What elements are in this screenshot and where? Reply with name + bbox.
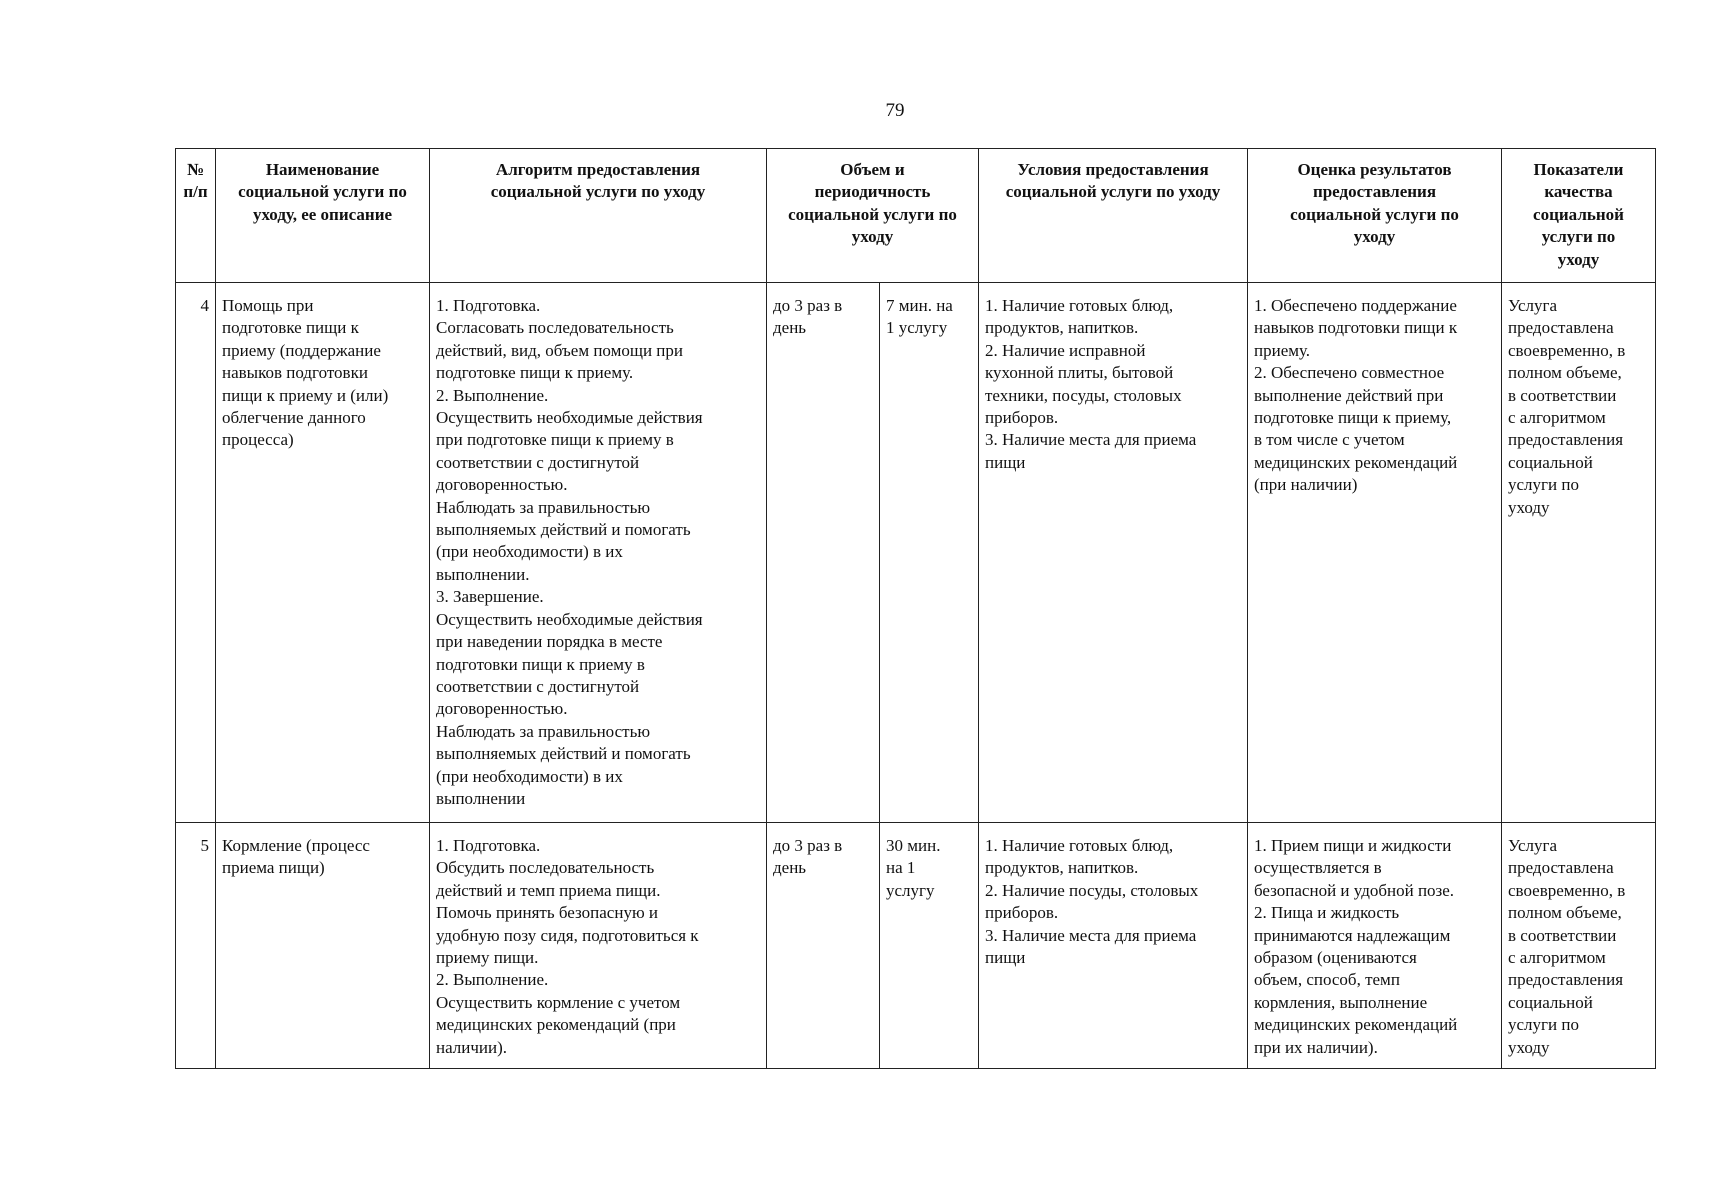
text-line: Наименование bbox=[265, 160, 380, 179]
algorithm-cell bbox=[430, 283, 767, 823]
text-line: (при наличии) bbox=[1254, 475, 1358, 495]
text-line: Осуществить необходимые действия bbox=[436, 408, 703, 428]
text-line: с алгоритмом bbox=[1508, 408, 1606, 428]
text-line: техники, посуды, столовых bbox=[985, 385, 1182, 405]
duration-cell bbox=[880, 283, 979, 823]
text-line: уходу bbox=[1508, 1037, 1550, 1057]
text-line: предоставления bbox=[1508, 430, 1624, 450]
text-line: своевременно, в bbox=[1508, 340, 1626, 360]
text-line: услугу bbox=[886, 880, 935, 900]
text-line: Осуществить кормление с учетом bbox=[436, 992, 681, 1012]
text-line: выполняемых действий и помогать bbox=[436, 520, 691, 540]
page-number: 79 bbox=[885, 100, 905, 121]
text-line: Объем и bbox=[840, 160, 905, 179]
text-line: 2. Выполнение. bbox=[436, 385, 549, 405]
text-line: безопасной и удобной позе. bbox=[1254, 880, 1455, 900]
text-line: облегчение данного bbox=[222, 408, 366, 428]
text-line: предоставления bbox=[1508, 970, 1624, 990]
text-line: при их наличии). bbox=[1254, 1037, 1378, 1057]
table-header-row bbox=[176, 149, 1656, 283]
text-line: (при необходимости) в их bbox=[436, 542, 623, 562]
text-line: 1. Наличие готовых блюд, bbox=[985, 296, 1174, 315]
service-name-cell bbox=[216, 283, 430, 823]
text-line: Алгоритм предоставления bbox=[495, 160, 701, 179]
text-line: Обсудить последовательность bbox=[436, 858, 655, 878]
text-line: социальной bbox=[1508, 452, 1593, 472]
text-line: день bbox=[773, 858, 807, 878]
text-line: 2. Обеспечено совместное bbox=[1254, 363, 1445, 383]
text-line: объем, способ, темп bbox=[1254, 970, 1400, 990]
text-line: до 3 раз в bbox=[773, 836, 843, 855]
text-line: услуги по bbox=[1508, 475, 1579, 495]
text-line: 1. Подготовка. bbox=[436, 836, 541, 855]
text-line: 2. Наличие исправной bbox=[985, 340, 1146, 360]
text-line: предоставлена bbox=[1508, 858, 1614, 878]
text-line: приему пищи. bbox=[436, 948, 539, 968]
row-number: 5 bbox=[176, 823, 216, 1069]
quality-cell bbox=[1502, 283, 1656, 823]
header-conditions bbox=[979, 149, 1248, 283]
text-line: выполняемых действий и помогать bbox=[436, 744, 691, 764]
text-line: 1 услугу bbox=[886, 318, 948, 338]
header-algorithm bbox=[430, 149, 767, 283]
text-line: приему. bbox=[1254, 340, 1311, 360]
text-line: удобную позу сидя, подготовиться к bbox=[436, 925, 699, 945]
frequency-cell bbox=[767, 823, 880, 1069]
text-line: № bbox=[186, 160, 205, 179]
text-line: действий, вид, объем помощи при bbox=[436, 340, 683, 360]
header-volume bbox=[767, 149, 979, 283]
text-line: навыков подготовки пищи к bbox=[1254, 318, 1458, 338]
text-line: договоренностью. bbox=[436, 475, 568, 495]
text-line: 3. Завершение. bbox=[436, 587, 544, 607]
text-line: Согласовать последовательность bbox=[436, 318, 674, 338]
text-line: пищи bbox=[985, 452, 1026, 472]
text-line: при наведении порядка в месте bbox=[436, 632, 663, 652]
text-line: подготовки пищи к приему в bbox=[436, 654, 645, 674]
text-line: образом (оцениваются bbox=[1254, 948, 1417, 968]
text-line: качества bbox=[1544, 182, 1613, 202]
text-line: 2. Выполнение. bbox=[436, 970, 549, 990]
duration-cell bbox=[880, 823, 979, 1069]
text-line: Наблюдать за правильностью bbox=[436, 721, 651, 741]
header-evaluation bbox=[1248, 149, 1502, 283]
table-row bbox=[176, 283, 1656, 823]
text-line: социальной услуги по уходу bbox=[490, 182, 706, 202]
text-line: выполнении bbox=[436, 788, 526, 808]
text-line: договоренностью. bbox=[436, 699, 568, 719]
text-line: соответствии с достигнутой bbox=[436, 676, 640, 696]
conditions-cell bbox=[979, 823, 1248, 1069]
text-line: социальной услуги по bbox=[788, 204, 957, 224]
text-line: при подготовке пищи к приему в bbox=[436, 430, 674, 450]
text-line: в соответствии bbox=[1508, 385, 1617, 405]
text-line: Услуга bbox=[1508, 836, 1558, 855]
text-line: 7 мин. на bbox=[886, 296, 953, 315]
text-line: социальной bbox=[1533, 204, 1624, 224]
text-line: уходу bbox=[1557, 249, 1600, 269]
text-line: соответствии с достигнутой bbox=[436, 452, 640, 472]
text-line: предоставлена bbox=[1508, 318, 1614, 338]
text-line: Помощь при bbox=[222, 296, 314, 315]
text-line: 2. Наличие посуды, столовых bbox=[985, 880, 1199, 900]
algorithm-cell bbox=[430, 823, 767, 1069]
text-line: социальной услуги по уходу bbox=[1005, 182, 1221, 202]
text-line: пищи bbox=[985, 948, 1026, 968]
text-line: услуги по bbox=[1508, 1015, 1579, 1035]
text-line: кормления, выполнение bbox=[1254, 992, 1428, 1012]
text-line: 3. Наличие места для приема bbox=[985, 925, 1197, 945]
text-line: полном объеме, bbox=[1508, 363, 1622, 383]
text-line: уходу bbox=[851, 227, 894, 247]
text-line: 30 мин. bbox=[886, 836, 941, 855]
text-line: кухонной плиты, бытовой bbox=[985, 363, 1174, 383]
text-line: услуги по bbox=[1541, 227, 1616, 247]
text-line: действий и темп приема пищи. bbox=[436, 880, 661, 900]
table-row bbox=[176, 823, 1656, 1069]
text-line: социальной услуги по bbox=[238, 182, 407, 202]
header-name bbox=[216, 149, 430, 283]
header-num bbox=[176, 149, 216, 283]
text-line: навыков подготовки bbox=[222, 363, 368, 383]
text-line: на 1 bbox=[886, 858, 916, 878]
text-line: 3. Наличие места для приема bbox=[985, 430, 1197, 450]
row-number: 4 bbox=[176, 283, 216, 823]
text-line: подготовке пищи к приему. bbox=[436, 363, 634, 383]
frequency-cell bbox=[767, 283, 880, 823]
text-line: периодичность bbox=[814, 182, 931, 202]
evaluation-cell bbox=[1248, 823, 1502, 1069]
text-line: уходу bbox=[1508, 497, 1550, 517]
evaluation-cell bbox=[1248, 283, 1502, 823]
text-line: принимаются надлежащим bbox=[1254, 925, 1451, 945]
text-line: Условия предоставления bbox=[1017, 160, 1209, 179]
text-line: Показатели bbox=[1533, 160, 1624, 179]
text-line: Услуга bbox=[1508, 296, 1558, 315]
text-line: предоставления bbox=[1312, 182, 1437, 202]
text-line: до 3 раз в bbox=[773, 296, 843, 315]
text-line: Кормление (процесс bbox=[222, 836, 370, 855]
text-line: 1. Подготовка. bbox=[436, 296, 541, 315]
text-line: Наблюдать за правильностью bbox=[436, 497, 651, 517]
text-line: подготовке пищи к приему, bbox=[1254, 408, 1452, 428]
text-line: приборов. bbox=[985, 408, 1059, 428]
text-line: Осуществить необходимые действия bbox=[436, 609, 703, 629]
text-line: приборов. bbox=[985, 903, 1059, 923]
text-line: выполнении. bbox=[436, 564, 530, 584]
text-line: полном объеме, bbox=[1508, 903, 1622, 923]
header-quality bbox=[1502, 149, 1656, 283]
text-line: 1. Наличие готовых блюд, bbox=[985, 836, 1174, 855]
text-line: процесса) bbox=[222, 430, 294, 450]
text-line: подготовке пищи к bbox=[222, 318, 359, 338]
text-line: приема пищи) bbox=[222, 858, 325, 878]
text-line: п/п bbox=[183, 182, 208, 202]
text-line: Помочь принять безопасную и bbox=[436, 903, 658, 923]
text-line: день bbox=[773, 318, 807, 338]
text-line: социальной услуги по bbox=[1290, 204, 1459, 224]
quality-cell bbox=[1502, 823, 1656, 1069]
text-line: выполнение действий при bbox=[1254, 385, 1444, 405]
text-line: в соответствии bbox=[1508, 925, 1617, 945]
text-line: уходу, ее описание bbox=[252, 204, 393, 224]
text-line: продуктов, напитков. bbox=[985, 318, 1139, 338]
text-line: 1. Прием пищи и жидкости bbox=[1254, 836, 1452, 855]
text-line: 2. Пища и жидкость bbox=[1254, 903, 1400, 923]
text-line: продуктов, напитков. bbox=[985, 858, 1139, 878]
text-line: приему (поддержание bbox=[222, 340, 381, 360]
text-line: своевременно, в bbox=[1508, 880, 1626, 900]
services-table bbox=[175, 148, 1656, 1069]
text-line: медицинских рекомендаций (при bbox=[436, 1015, 676, 1035]
text-line: с алгоритмом bbox=[1508, 948, 1606, 968]
text-line: пищи к приему и (или) bbox=[222, 385, 389, 405]
conditions-cell bbox=[979, 283, 1248, 823]
text-line: социальной bbox=[1508, 992, 1593, 1012]
text-line: осуществляется в bbox=[1254, 858, 1382, 878]
text-line: в том числе с учетом bbox=[1254, 430, 1405, 450]
service-name-cell bbox=[216, 823, 430, 1069]
text-line: медицинских рекомендаций bbox=[1254, 1015, 1458, 1035]
text-line: наличии). bbox=[436, 1037, 508, 1057]
text-line: медицинских рекомендаций bbox=[1254, 452, 1458, 472]
text-line: (при необходимости) в их bbox=[436, 766, 623, 786]
text-line: Оценка результатов bbox=[1297, 160, 1452, 179]
text-line: 1. Обеспечено поддержание bbox=[1254, 296, 1457, 315]
text-line: уходу bbox=[1353, 227, 1396, 247]
